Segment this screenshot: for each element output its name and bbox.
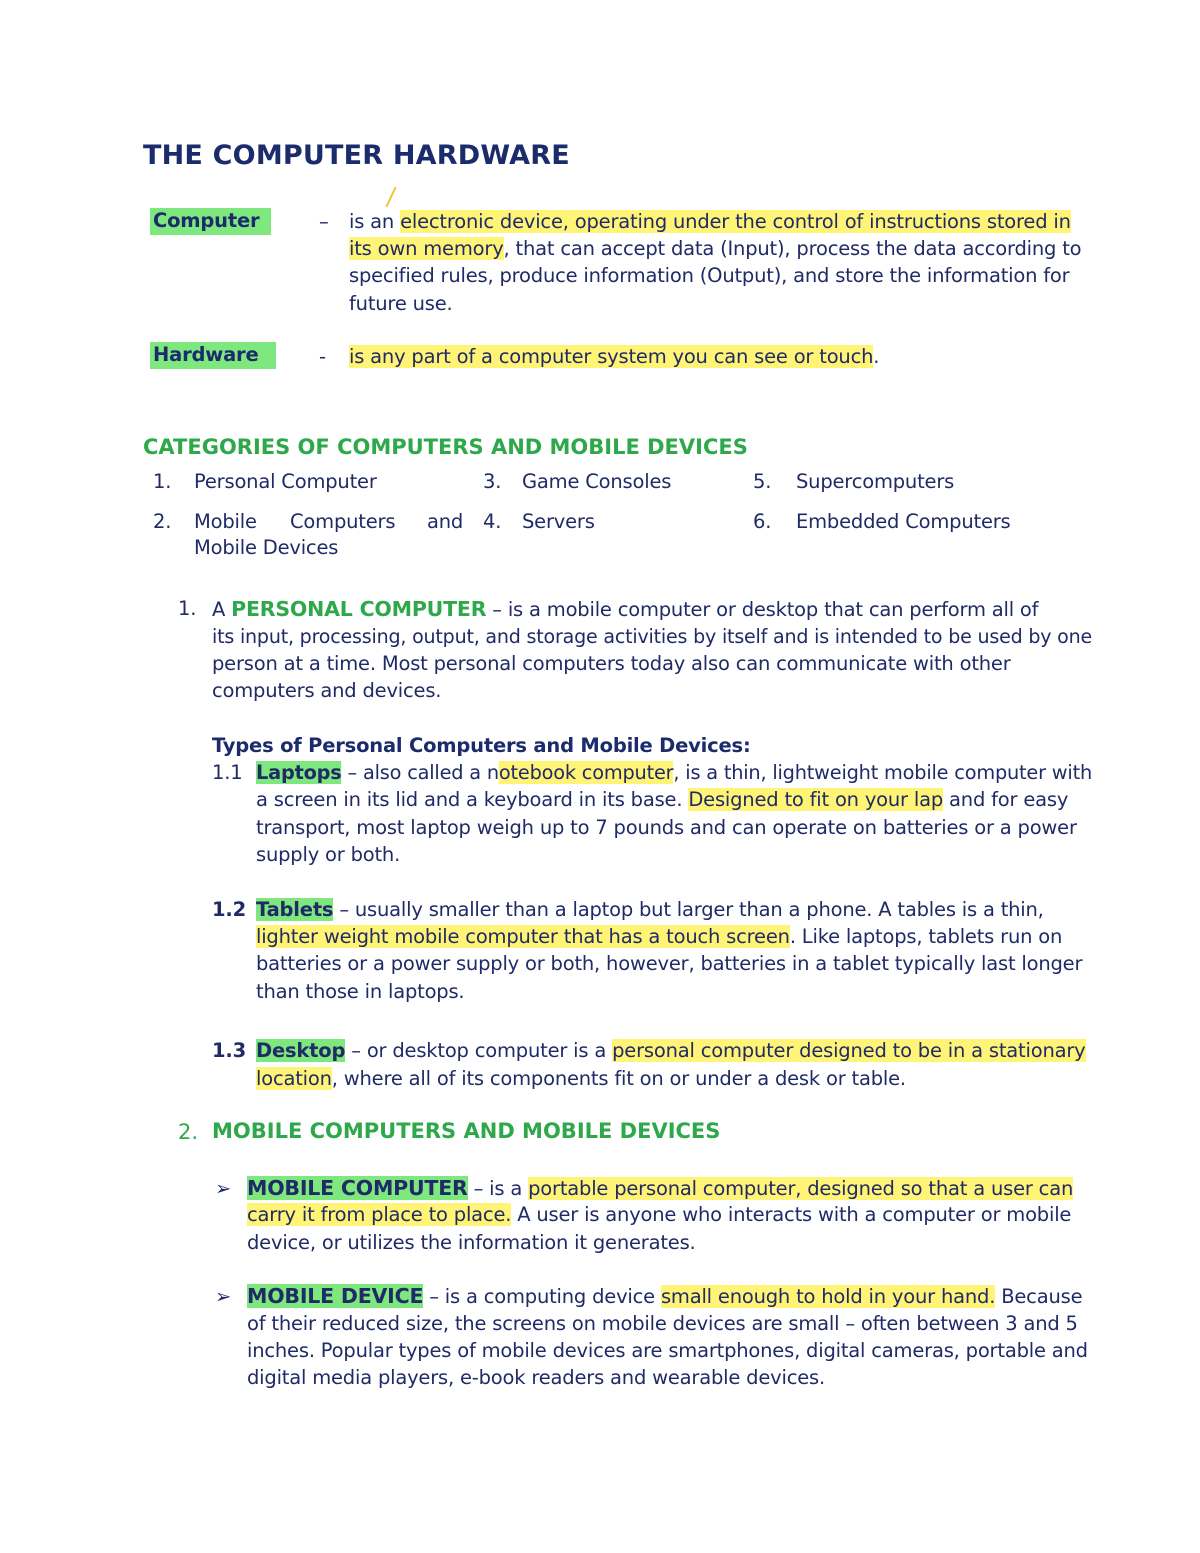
tablets-num: 1.2: [212, 898, 246, 921]
tablets-term: Tablets: [256, 898, 334, 921]
category-mobile-word-1: Mobile: [194, 510, 257, 533]
personal-line-4: computers and devices.: [212, 679, 442, 702]
categories-heading: CATEGORIES OF COMPUTERS AND MOBILE DEVICES: [143, 435, 748, 459]
laptops-line-4: supply or both.: [256, 843, 401, 866]
tablets-line-3: batteries or a power supply or both, however, batteries in a tablet typically last longer: [256, 952, 1083, 975]
category-num-1: 1.: [153, 470, 172, 493]
personal-line-2: its input, processing, output, and storage activities by itself and is intended to be used by one: [212, 625, 1093, 648]
computer-def-line-1: is an electronic device, operating under the control of instructions stored in: [349, 210, 1071, 233]
category-personal-computer: Personal Computer: [194, 470, 377, 493]
category-num-2: 2.: [153, 510, 172, 533]
category-mobile-word-4: Mobile Devices: [194, 536, 339, 559]
laptops-line-1: Laptops – also called a notebook computer, is a thin, lightweight mobile computer with: [256, 761, 1092, 784]
mobile-computer-line-2: carry it from place to place. A user is anyone who interacts with a computer or mobile: [247, 1203, 1072, 1226]
pen-mark: [385, 187, 396, 208]
personal-term: PERSONAL COMPUTER: [231, 597, 487, 621]
category-mobile-word-3: and: [427, 510, 464, 533]
bullet-arrow-icon: ➢: [215, 1285, 232, 1308]
laptops-line-3: transport, most laptop weigh up to 7 pounds and can operate on batteries or a power: [256, 816, 1077, 839]
term-computer: Computer: [150, 208, 271, 235]
desktop-num: 1.3: [212, 1039, 246, 1062]
desktop-line-2: location, where all of its components fit on or under a desk or table.: [256, 1067, 906, 1090]
mobile-device-line-2: of their reduced size, the screens on mobile devices are small – often between 3 and 5: [247, 1312, 1078, 1335]
mobile-num: 2.: [178, 1120, 199, 1144]
mobile-device-line-1: MOBILE DEVICE – is a computing device small enough to hold in your hand. Because: [247, 1284, 1083, 1308]
tablets-line-2: lighter weight mobile computer that has a touch screen. Like laptops, tablets run on: [256, 925, 1063, 948]
tablets-line-1: Tablets – usually smaller than a laptop but larger than a phone. A tables is a thin,: [256, 898, 1044, 921]
personal-line-1: A PERSONAL COMPUTER – is a mobile computer or desktop that can perform all of: [212, 597, 1039, 621]
desktop-line-1: Desktop – or desktop computer is a personal computer designed to be in a stationary: [256, 1039, 1086, 1062]
category-embedded-computers: Embedded Computers: [796, 510, 1011, 533]
laptops-num: 1.1: [212, 761, 243, 784]
category-supercomputers: Supercomputers: [796, 470, 955, 493]
mobile-device-term: MOBILE DEVICE: [247, 1284, 424, 1308]
types-heading: Types of Personal Computers and Mobile Devices:: [212, 734, 751, 757]
category-num-6: 6.: [753, 510, 772, 533]
mobile-computer-term: MOBILE COMPUTER: [247, 1176, 468, 1200]
mobile-device-line-3: inches. Popular types of mobile devices are smartphones, digital cameras, portable and: [247, 1339, 1088, 1362]
page-title: THE COMPUTER HARDWARE: [143, 140, 570, 171]
laptops-line-2: a screen in its lid and a keyboard in its base. Designed to fit on your lap and for easy: [256, 788, 1069, 811]
mobile-heading: MOBILE COMPUTERS AND MOBILE DEVICES: [212, 1119, 721, 1143]
term-hardware: Hardware: [150, 342, 276, 369]
personal-num: 1.: [178, 597, 197, 620]
mobile-computer-line-3: device, or utilizes the information it generates.: [247, 1231, 696, 1254]
personal-line-3: person at a time. Most personal computers today also can communicate with other: [212, 652, 1011, 675]
computer-def-line-3: specified rules, produce information (Output), and store the information for: [349, 264, 1070, 287]
category-num-3: 3.: [483, 470, 502, 493]
hardware-def-line: is any part of a computer system you can see or touch.: [349, 345, 880, 368]
bullet-arrow-icon: ➢: [215, 1177, 232, 1200]
category-servers: Servers: [522, 510, 595, 533]
tablets-line-4: than those in laptops.: [256, 980, 465, 1003]
category-game-consoles: Game Consoles: [522, 470, 672, 493]
desktop-term: Desktop: [256, 1039, 346, 1062]
laptops-term: Laptops: [256, 761, 342, 784]
mobile-device-line-4: digital media players, e-book readers and wearable devices.: [247, 1366, 825, 1389]
dash-hardware: -: [319, 345, 326, 368]
dash-computer: –: [319, 210, 329, 233]
computer-def-line-2: its own memory, that can accept data (Input), process the data according to: [349, 237, 1082, 260]
mobile-computer-line-1: MOBILE COMPUTER – is a portable personal computer, designed so that a user can: [247, 1176, 1074, 1200]
computer-def-line-4: future use.: [349, 292, 453, 315]
category-num-5: 5.: [753, 470, 772, 493]
category-mobile-word-2: Computers: [290, 510, 396, 533]
category-num-4: 4.: [483, 510, 502, 533]
